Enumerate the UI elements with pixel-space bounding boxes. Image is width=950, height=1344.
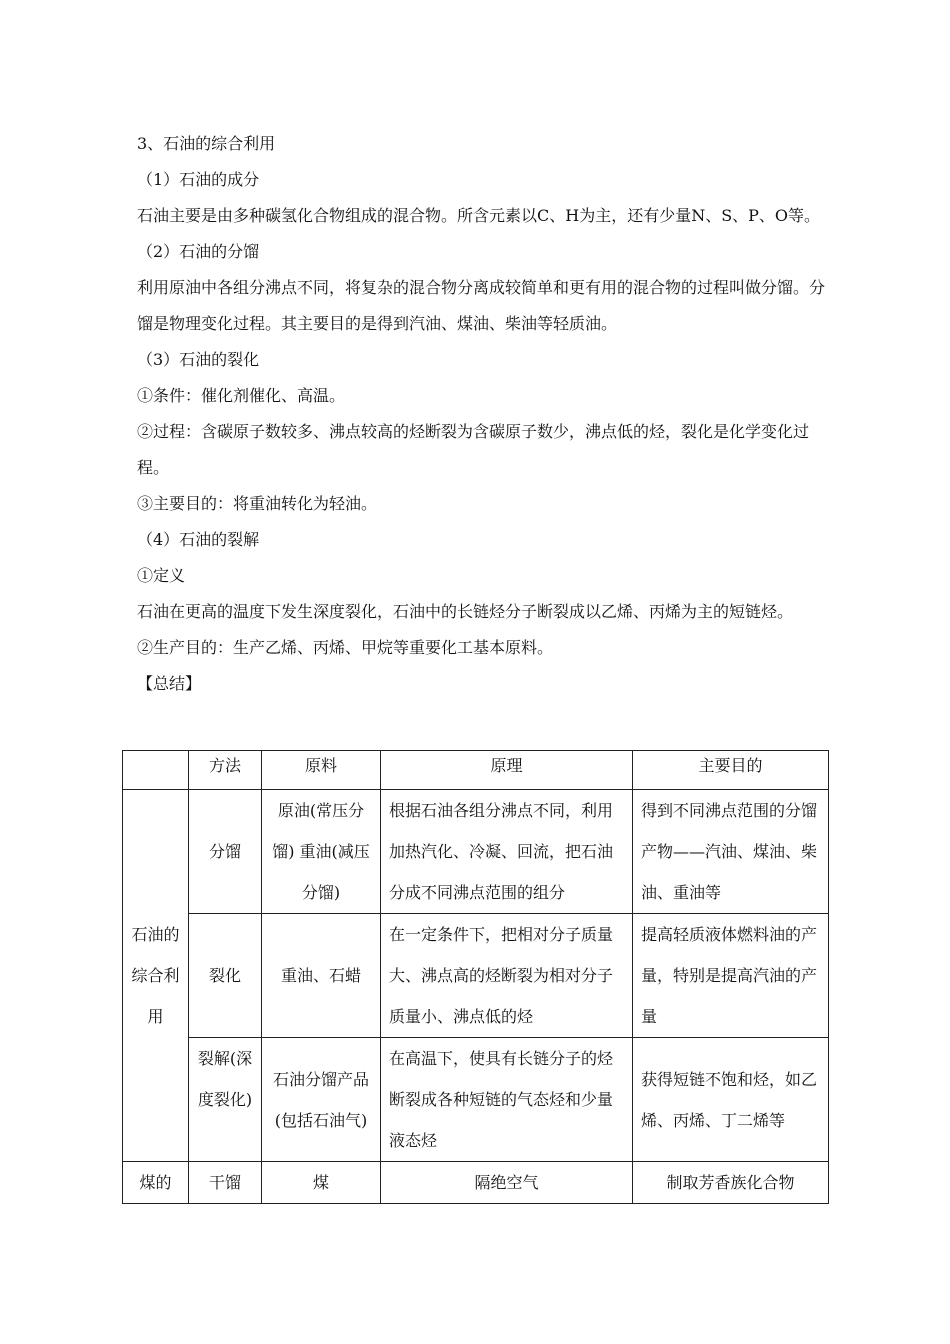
method-cell: 分馏 xyxy=(189,790,262,914)
table-row xyxy=(123,790,829,914)
table-row xyxy=(123,1038,829,1162)
method-cell: 裂化 xyxy=(189,914,262,1038)
method-cell: 干馏 xyxy=(189,1162,262,1204)
purpose-cell: 得到不同沸点范围的分馏产物——汽油、煤油、柴油、重油等 xyxy=(633,790,829,914)
list-item: ②过程：含碳原子数较多、沸点较高的烃断裂为含碳原子数少，沸点低的烃，裂化是化学变化过程。 xyxy=(137,422,810,477)
table-header-cell: 原料 xyxy=(262,751,381,790)
subsection-title: （2）石油的分馏 xyxy=(137,242,260,261)
paragraph: 石油主要是由多种碳氢化合物组成的混合物。所含元素以C、H为主，还有少量N、S、P、O等。 xyxy=(137,206,821,225)
material-cell: 重油、石蜡 xyxy=(262,914,381,1038)
table-header-cell: 原理 xyxy=(381,751,633,790)
principle-cell: 隔绝空气 xyxy=(381,1162,633,1204)
paragraph: 石油在更高的温度下发生深度裂化，石油中的长链烃分子断裂成以乙烯、丙烯为主的短链烃。 xyxy=(137,602,794,621)
purpose-cell: 制取芳香族化合物 xyxy=(633,1162,829,1204)
document-body xyxy=(137,126,827,702)
purpose-cell: 获得短链不饱和烃，如乙烯、丙烯、丁二烯等 xyxy=(633,1038,829,1162)
table-header-cell xyxy=(123,751,189,790)
subsection-title: （4）石油的裂解 xyxy=(137,530,260,549)
material-cell: 煤 xyxy=(262,1162,381,1204)
group-cell: 石油的综合利用 xyxy=(123,790,189,1162)
table-header-cell: 方法 xyxy=(189,751,262,790)
section-title: 3、石油的综合利用 xyxy=(137,134,276,153)
table-header-cell: 主要目的 xyxy=(633,751,829,790)
material-cell: 石油分馏产品(包括石油气) xyxy=(262,1038,381,1162)
principle-cell: 在高温下，使具有长链分子的烃断裂成各种短链的气态烃和少量液态烃 xyxy=(381,1038,633,1162)
list-item: ③主要目的：将重油转化为轻油。 xyxy=(137,494,378,513)
method-cell: 裂解(深度裂化) xyxy=(189,1038,262,1162)
table-row xyxy=(123,914,829,1038)
subsection-title: （1）石油的成分 xyxy=(137,170,260,189)
table-header-row xyxy=(123,751,829,790)
group-cell: 煤的 xyxy=(123,1162,189,1204)
principle-cell: 根据石油各组分沸点不同，利用加热汽化、冷凝、回流，把石油分成不同沸点范围的组分 xyxy=(381,790,633,914)
subsection-title: （3）石油的裂化 xyxy=(137,350,260,369)
list-item: ①定义 xyxy=(137,566,186,585)
principle-cell: 在一定条件下，把相对分子质量大、沸点高的烃断裂为相对分子质量小、沸点低的烃 xyxy=(381,914,633,1038)
material-cell: 原油(常压分馏) 重油(减压分馏) xyxy=(262,790,381,914)
summary-label: 【总结】 xyxy=(137,674,202,693)
purpose-cell: 提高轻质液体燃料油的产量，特别是提高汽油的产量 xyxy=(633,914,829,1038)
paragraph: 利用原油中各组分沸点不同，将复杂的混合物分离成较简单和更有用的混合物的过程叫做分馏。分馏是物理变化过程。其主要目的是得到汽油、煤油、柴油等轻质油。 xyxy=(137,278,826,333)
table-row xyxy=(123,1162,829,1204)
list-item: ①条件：催化剂催化、高温。 xyxy=(137,386,346,405)
list-item: ②生产目的：生产乙烯、丙烯、甲烷等重要化工基本原料。 xyxy=(137,638,554,657)
summary-table xyxy=(122,750,828,1204)
